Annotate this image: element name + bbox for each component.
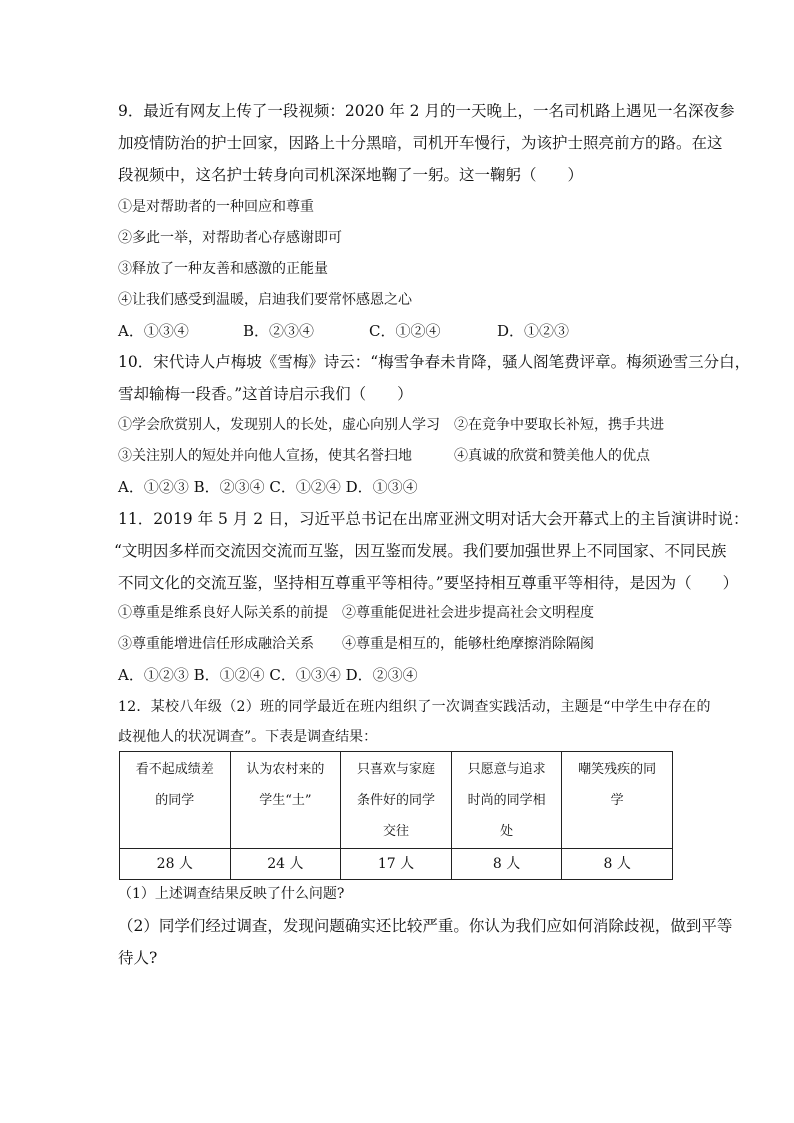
q11-items-line-2: ③尊重能增进信任形成融洽关系 ④尊重是相互的，能够杜绝摩擦消除隔阂 xyxy=(118,636,594,652)
table-cell: 8 人 xyxy=(451,849,562,880)
q9-item-2: ②多此一举，对帮助者心存感谢即可 xyxy=(118,230,342,246)
q9-stem-line-2: 加疫情防治的护士回家，因路上十分黑暗，司机开车慢行，为该护士照亮前方的路。在这 xyxy=(118,134,723,152)
table-row xyxy=(120,849,673,880)
q9-item-4: ④让我们感受到温暖，启迪我们要常怀感恩之心 xyxy=(118,292,412,308)
q11-items-line-1: ①尊重是维系良好人际关系的前提 ②尊重能促进社会进步提高社会文明程度 xyxy=(118,605,594,621)
q12-stem-line-2: 歧视他人的状况调查”。下表是调查结果： xyxy=(118,729,378,745)
header-line: 处 xyxy=(500,824,514,839)
q11-options: A．①②③ B．①②④ C．①③④ D．②③④ xyxy=(118,666,418,684)
table-header-row xyxy=(120,752,673,849)
q9-stem-line-3: 段视频中，这名护士转身向司机深深地鞠了一躬。这一鞠躬（ ） xyxy=(118,166,584,184)
table-cell: 28 人 xyxy=(120,849,231,880)
q10-stem-line-1: 10．宋代诗人卢梅坡《雪梅》诗云：“梅雪争春未肯降，骚人阁笔费评章。梅须逊雪三分白， xyxy=(118,353,751,371)
q12-sub-question-1: （1）上述调查结果反映了什么问题? xyxy=(118,886,345,902)
q9-item-3: ③释放了一种友善和感激的正能量 xyxy=(118,261,328,277)
header-line: 认为农村来的 xyxy=(246,762,325,777)
header-line: 学生“土” xyxy=(259,793,312,808)
q12-sub-question-2-line-2: 待人? xyxy=(118,949,158,967)
table-cell: 8 人 xyxy=(562,849,673,880)
q9-option-b: B．②③④ xyxy=(243,322,315,340)
header-line: 只愿意与追求 xyxy=(467,762,546,777)
q11-stem-line-1: 11．2019 年 5 月 2 日，习近平总书记在出席亚洲文明对话大会开幕式上的主旨演讲时说： xyxy=(118,510,749,528)
header-line: 交往 xyxy=(382,824,409,839)
q9-stem-line-1: 9．最近有网友上传了一段视频：2020 年 2 月的一天晚上，一名司机路上遇见一名深夜参 xyxy=(118,102,735,120)
table-header-cell xyxy=(120,752,231,849)
q10-items-line-2: ③关注别人的短处并向他人宣扬，使其名誉扫地 ④真诚的欣赏和赞美他人的优点 xyxy=(118,448,650,464)
q9-option-d: D．①②③ xyxy=(497,322,570,340)
table-header-cell xyxy=(451,752,562,849)
header-line: 只喜欢与家庭 xyxy=(356,762,435,777)
header-line: 时尚的同学相 xyxy=(467,793,546,808)
q12-stem-line-1: 12．某校八年级（2）班的同学最近在班内组织了一次调查实践活动，主题是“中学生中存在的 xyxy=(118,699,711,715)
q10-items-line-1: ①学会欣赏别人，发现别人的长处，虚心向别人学习 ②在竞争中要取长补短，携手共进 xyxy=(118,417,664,433)
q9-option-a: A．①③④ xyxy=(118,322,189,340)
header-line: 学 xyxy=(610,793,624,808)
q11-stem-line-2: “文明因多样而交流因交流而互鉴，因互鉴而发展。我们要加强世界上不同国家、不同民族 xyxy=(114,542,727,560)
q9-option-c: C．①②④ xyxy=(369,322,441,340)
header-line: 嘲笑残疾的同 xyxy=(578,762,657,777)
q9-item-1: ①是对帮助者的一种回应和尊重 xyxy=(118,199,314,215)
header-line: 看不起成绩差 xyxy=(135,762,214,777)
q12-sub-question-2-line-1: （2）同学们经过调查，发现问题确实还比较严重。你认为我们应如何消除歧视，做到平等 xyxy=(118,917,733,935)
table-cell: 24 人 xyxy=(230,849,341,880)
table-header-cell xyxy=(341,752,452,849)
table-cell: 17 人 xyxy=(341,849,452,880)
table-header-cell xyxy=(230,752,341,849)
header-line: 条件好的同学 xyxy=(356,793,435,808)
header-line: 的同学 xyxy=(155,793,195,808)
q11-stem-line-3: 不同文化的交流互鉴，坚持相互尊重平等相待。”要坚持相互尊重平等相待，是因为（ ） xyxy=(118,574,739,592)
q10-options: A．①②③ B．②③④ C．①②④ D．①③④ xyxy=(118,478,418,496)
q10-stem-line-2: 雪却输梅一段香。”这首诗启示我们（ ） xyxy=(118,385,413,403)
table-header-cell xyxy=(562,752,673,849)
survey-table xyxy=(119,751,673,880)
